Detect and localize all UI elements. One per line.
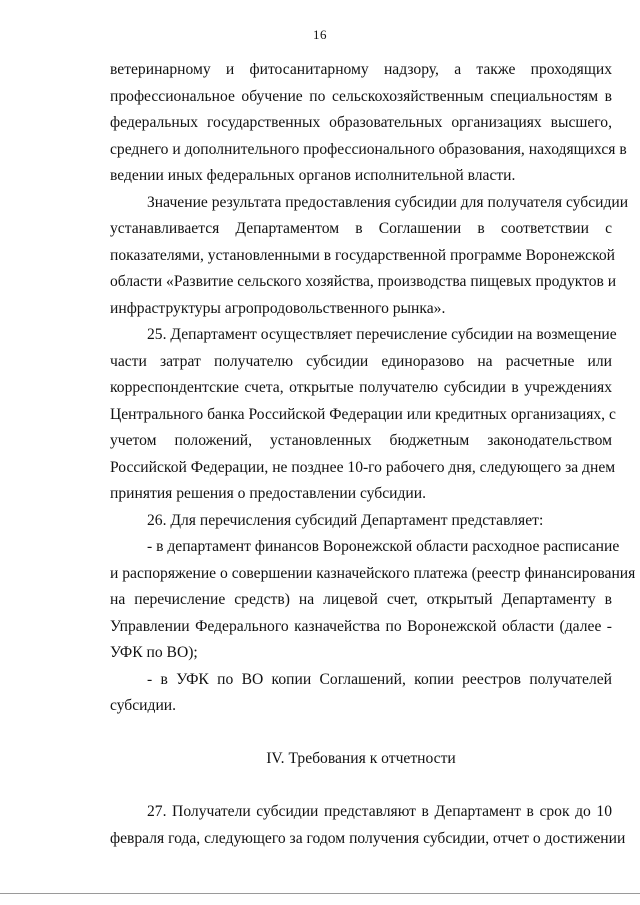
text-line: 25. Департамент осуществляет перечисление субсидии на возмещение <box>147 326 617 343</box>
text-line: февраля года, следующего за годом получения субсидии, отчет о достижении <box>110 829 626 847</box>
text-line: корреспондентские счета, открытые получателю субсидии в учреждениях <box>110 379 612 396</box>
blank-line <box>110 773 612 800</box>
text-line: учетом положений, установленных бюджетным законодательством <box>110 432 612 449</box>
text-line: - в УФК по ВО копии Соглашений, копии реестров получателей <box>147 670 612 688</box>
text-line: УФК по ВО); <box>110 644 198 661</box>
scan-edge-line <box>0 893 640 894</box>
document-body <box>110 57 636 852</box>
text-line: части затрат получателю субсидии единоразово на расчетные или <box>110 352 612 370</box>
text-line: показателями, установленными в государственной программе Воронежской <box>110 246 616 264</box>
text-line: ведении иных федеральных органов исполнительной власти. <box>110 167 516 184</box>
text-line: 26. Для перечисления субсидий Департамент представляет: <box>147 511 544 529</box>
text-line: области «Развитие сельского хозяйства, производства пищевых продуктов и <box>110 273 617 290</box>
text-line: Управлении Федерального казначейства по Воронежской области (далее - <box>110 617 612 635</box>
text-line: профессиональное обучение по сельскохозяйственным специальностям в <box>110 87 612 105</box>
text-line: устанавливается Департаментом в Соглашении в соответствии с <box>110 220 612 237</box>
text-line: среднего и дополнительного профессионального образования, находящихся в <box>110 140 627 158</box>
text-line: Значение результата предоставления субсидии для получателя субсидии <box>147 193 629 211</box>
text-line: принятия решения о предоставлении субсидии. <box>110 485 426 502</box>
section-heading: IV. Требования к отчетности <box>266 750 456 767</box>
text-line: субсидии. <box>110 697 177 714</box>
text-line: инфраструктуры агропродовольственного рынка». <box>110 299 446 317</box>
text-line: на перечисление средств) на лицевой счет, открытый Департаменту в <box>110 591 612 608</box>
text-line: 27. Получатели субсидии представляют в Департамент в срок до 10 <box>147 803 612 820</box>
text-line: и распоряжение о совершении казначейского платежа (реестр финансирования <box>110 564 636 582</box>
text-line: федеральных государственных образовательных организациях высшего, <box>110 114 612 131</box>
page-number: 16 <box>313 27 327 42</box>
text-line: Российской Федерации, не позднее 10-го рабочего дня, следующего за днем <box>110 458 616 476</box>
text-line: Центрального банка Российской Федерации или кредитных организациях, с <box>110 405 616 423</box>
text-line: - в департамент финансов Воронежской области расходное расписание <box>147 538 620 555</box>
blank-line <box>110 720 612 747</box>
text-line: ветеринарному и фитосанитарному надзору, а также проходящих <box>110 61 612 78</box>
